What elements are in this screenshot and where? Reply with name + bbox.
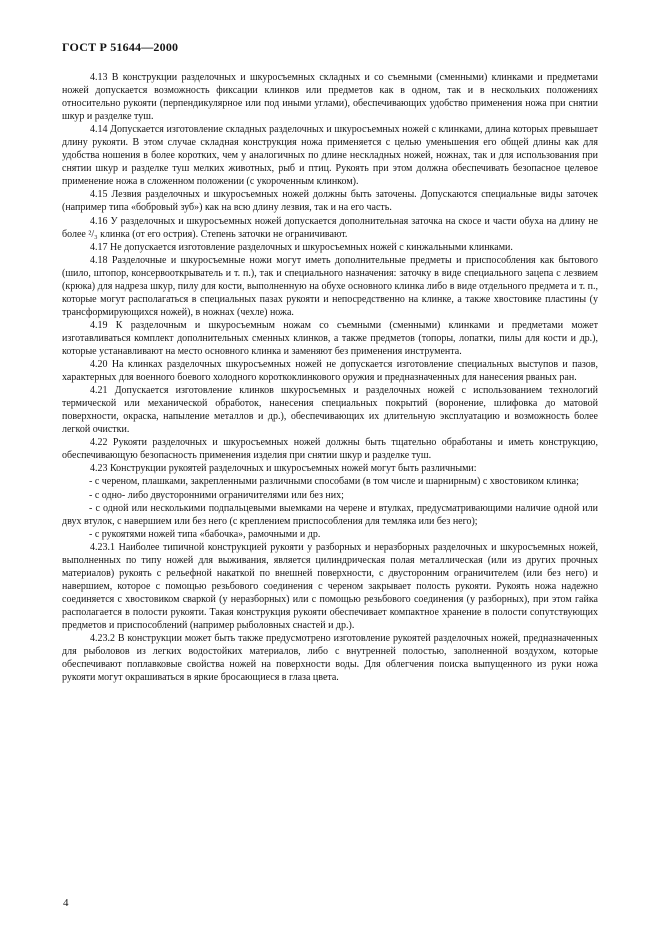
paragraph-4-16: 4.16 У разделочных и шкуросъемных ножей допускается дополнительная заточка на скосе и части обуха на длину не более ²/₃ клинка (от его острия). Степень заточки не ограничивают.	[62, 215, 598, 240]
paragraph-4-23-1: 4.23.1 Наиболее типичной конструкцией рукояти у разборных и неразборных разделочных и шкуросъемных ножей, выполненных по типу ножей для выживания, является цилиндрическая полая металлическая (или из других прочных материалов) рукоять с рельефной накаткой по внешней поверхности, с двусторонним ограничителем (или без него) и навершием, которое с помощью резьбового соединения с череном закрывает полость рукояти. Рукоять ножа надежно соединяется с хвостовиком сваркой (у неразборных) или с помощью резьбового соединения (у разборных), при этом гайка располагается в полости рукояти. Такая конструкция рукояти обеспечивает компактное хранение в полости сопутствующих предметов и приспособлений (например рыболовных снастей и др.).	[62, 541, 598, 631]
list-item-handle-type-3: - с одной или несколькими подпальцевыми выемками на черене и втулках, предусматривающими наличие одной или двух втулок, с навершием или без него (с креплением приспособления для темляка или без него);	[62, 502, 598, 527]
list-item-handle-type-2: - с одно- либо двусторонними ограничителями или без них;	[89, 489, 344, 501]
paragraph-4-13: 4.13 В конструкции разделочных и шкуросъемных складных и со съемными (сменными) клинками и предметами ножей допускается возможность фиксации клинков или предметов как в одном, так и в нескольких положениях относительно рукояти (перпендикулярное или под иными углами), обеспечивающих удобство применения ножа при снятии шкур и разделке туш.	[62, 72, 598, 123]
paragraph-4-18: 4.18 Разделочные и шкуросъемные ножи могут иметь дополнительные предметы и приспособления как бытового (шило, штопор, консервооткрыватель и т. п.), так и специального назначения: заточку в виде специального зацепа с лезвием (крюка) для надреза шкур, пилу для кости, выполненную на обухе основного клинка либо в виде отдельного предмета и т. п., которые могут располагаться в специальных пазах рукояти и непосредственно на клинке, а также хвостовике пластины (у трансформирующихся ножей), в ножнах (чехле) ножа.	[62, 254, 598, 318]
page-number: 4	[63, 897, 69, 909]
paragraph-4-21: 4.21 Допускается изготовление клинков шкуросъемных и разделочных ножей с использованием технологий термической или механической обработок, нанесения специальных покрытий (воронение, шлифовка до матовой поверхности, окраска, напыление металлов и др.), обеспечивающих их длительную эксплуатацию и возможность более легкой очистки.	[62, 385, 598, 436]
list-item-handle-type-4: - с рукоятями ножей типа «бабочка», рамочными и др.	[89, 528, 321, 540]
document-body	[62, 71, 598, 684]
paragraph-4-22: 4.22 Рукояти разделочных и шкуросъемных ножей должны быть тщательно обработаны и иметь конструкцию, обеспечивающую безопасность применения изделия при снятии шкур и разделке туш.	[62, 437, 598, 462]
list-item-handle-type-1: - с череном, плашками, закрепленными различными способами (в том числе и шарнирным) с хвостовиком клинка;	[89, 476, 579, 488]
paragraph-4-14: 4.14 Допускается изготовление складных разделочных и шкуросъемных ножей с клинками, длина которых превышает длину рукояти. В этом случае складная конструкция ножа применяется с целью уменьшения его общей длины как для удобства ношения в более коротких, чем у аналогичных по длине нескладных ножей, ножнах, так и для использования при снятии шкур и разделке туш мелких животных, рыб и птиц. Рукоять при этом должна обеспечивать безопасное целевое применение ножа в сложенном положении (с укороченным клинком).	[62, 124, 598, 188]
paragraph-4-15: 4.15 Лезвия разделочных и шкуросъемных ножей должны быть заточены. Допускаются специальные виды заточек (например типа «бобровый зуб») как на всю длину лезвия, так и на его часть.	[62, 189, 598, 214]
paragraph-4-23: 4.23 Конструкции рукоятей разделочных и шкуросъемных ножей могут быть различными:	[90, 463, 477, 475]
paragraph-4-19: 4.19 К разделочным и шкуросъемным ножам со съемными (сменными) клинками и предметами может изготавливаться комплект дополнительных сменных клинков, а также предметов (топоры, лопатки, пилы для кости и др.), которые устанавливают на место основного клинка и заменяют без применения инструмента.	[62, 319, 598, 357]
paragraph-4-20: 4.20 На клинках разделочных шкуросъемных ножей не допускается изготовление специальных выступов и пазов, характерных для военного боевого холодного короткоклинкового оружия и предназначенных для нанесения рваных ран.	[62, 359, 598, 384]
document-header: ГОСТ Р 51644—2000	[62, 40, 179, 54]
paragraph-4-23-2: 4.23.2 В конструкции может быть также предусмотрено изготовление рукоятей разделочных ножей, предназначенных для рыболовов из легких водостойких материалов, либо с внутренней полостью, заполненной воздухом, которые обеспечивают поплавковые свойства ножей на поверхности воды. Для облегчения поиска выпущенного из руки ножа рукояти могут окрашиваться в яркие бросающиеся в глаза цвета.	[62, 633, 598, 684]
paragraph-4-17: 4.17 Не допускается изготовление разделочных и шкуросъемных ножей с кинжальными клинками.	[90, 241, 513, 253]
